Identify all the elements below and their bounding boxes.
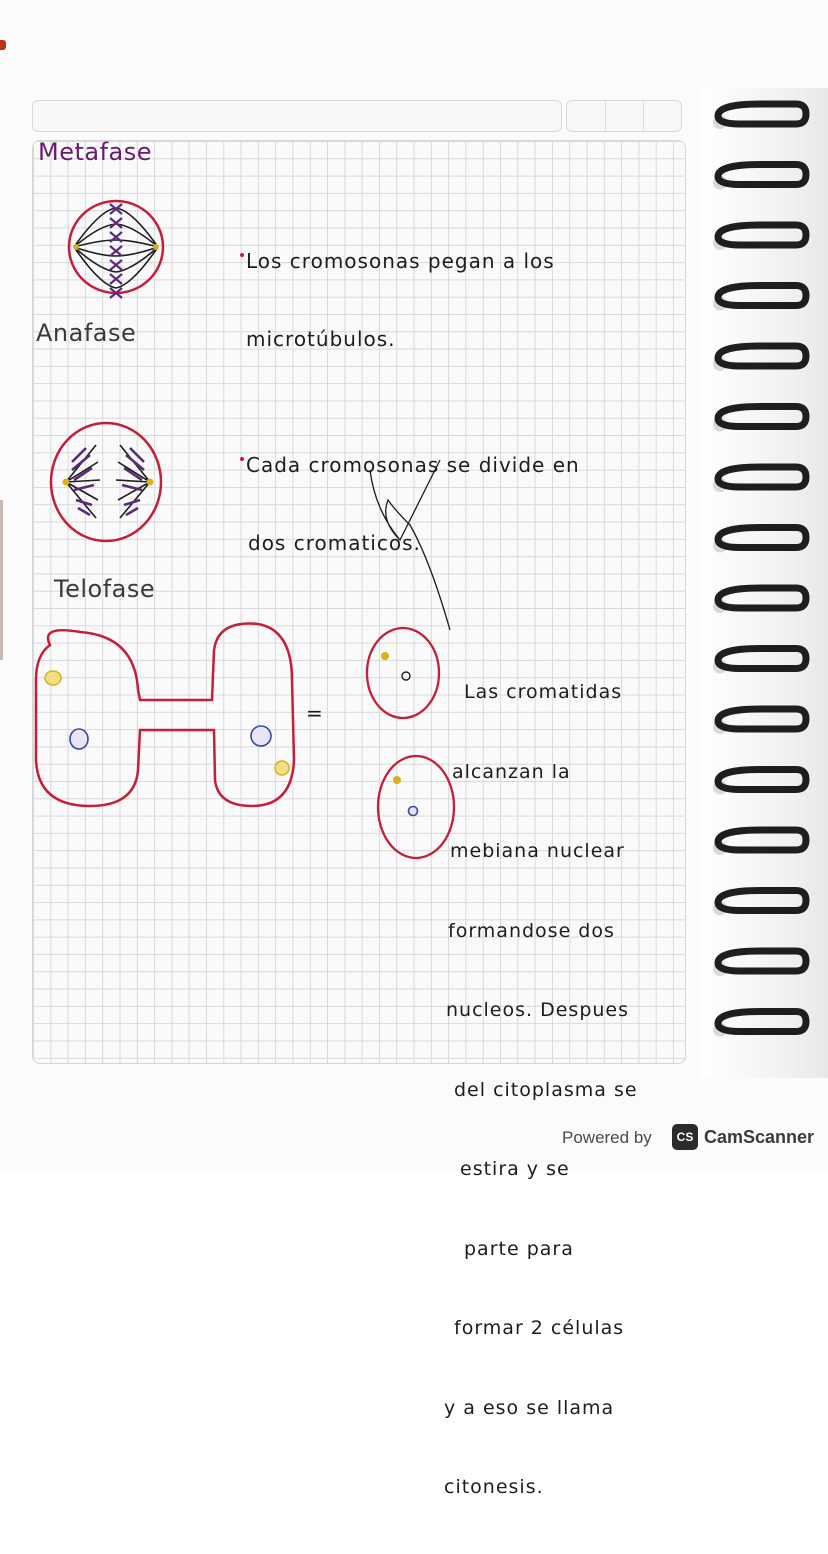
equals-sign: = xyxy=(306,701,324,725)
anafase-note xyxy=(240,400,580,608)
metafase-note-line: microtúbulos. xyxy=(246,327,396,351)
metafase-note xyxy=(240,196,555,404)
bullet-dot xyxy=(240,253,244,257)
anaphase-cell xyxy=(51,423,161,541)
daughter-cell-bottom xyxy=(378,756,454,858)
daughter-cell-top xyxy=(367,628,439,718)
telofase-note-line: alcanzan la xyxy=(452,760,571,783)
anafase-note-line: Cada cromosonas se divide en xyxy=(246,453,580,477)
telofase-note-line: formandose dos xyxy=(448,919,615,942)
telofase-note-line: parte para xyxy=(464,1237,574,1260)
telofase-note-line: nucleos. Despues xyxy=(446,999,630,1021)
telofase-note-line: Las cromatidas xyxy=(464,681,623,703)
title-anafase: Anafase xyxy=(36,319,137,347)
telofase-note xyxy=(444,626,638,1554)
telophase-cell xyxy=(36,624,294,806)
telofase-note-line: mebiana nuclear xyxy=(450,840,625,862)
metaphase-cell xyxy=(69,201,163,298)
camscanner-logo-icon: CS xyxy=(672,1124,698,1150)
telofase-note-line: del citoplasma se xyxy=(454,1078,638,1101)
title-metafase: Metafase xyxy=(38,138,153,166)
title-telofase: Telofase xyxy=(54,575,156,603)
metafase-note-line: Los cromosonas pegan a los xyxy=(246,249,555,273)
telofase-note-line: formar 2 células xyxy=(454,1317,625,1339)
telofase-note-line: y a eso se llama xyxy=(444,1396,615,1419)
anafase-note-line: dos cromaticos. xyxy=(248,531,421,555)
bullet-dot xyxy=(240,457,244,461)
powered-by-text: Powered by xyxy=(562,1128,652,1147)
telofase-note-line: estira y se xyxy=(460,1158,570,1180)
telofase-note-line: citonesis. xyxy=(444,1476,544,1498)
camscanner-name: CamScanner xyxy=(704,1127,815,1147)
